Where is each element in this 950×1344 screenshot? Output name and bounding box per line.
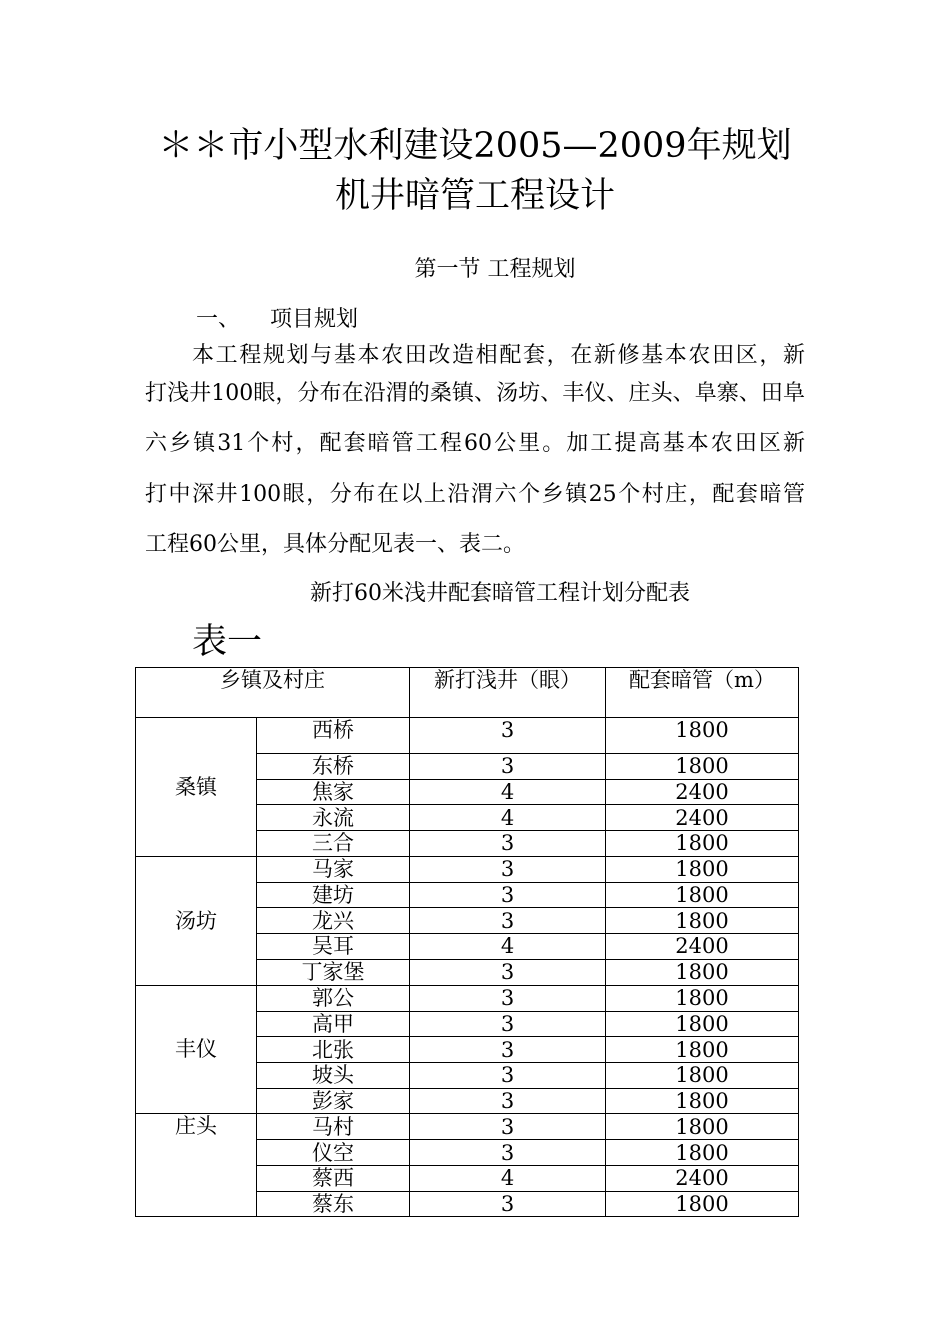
paragraph-line: 本工程规划与基本农田改造相配套，在新修基本农田区，新: [192, 343, 805, 368]
paragraph-line: 六乡镇31个村，配套暗管工程60公里。加工提高基本农田区新: [145, 431, 805, 456]
wells-cell: 3: [410, 1011, 606, 1037]
table-label: 表一: [192, 622, 263, 662]
pipe-cell: 1800: [606, 1062, 799, 1088]
village-cell: 马村: [257, 1114, 410, 1140]
table-caption: 新打60米浅井配套暗管工程计划分配表: [310, 581, 690, 606]
wells-cell: 4: [410, 805, 606, 831]
section-heading: 第一节 工程规划: [414, 257, 576, 282]
table-row: [136, 985, 799, 1011]
wells-cell: 3: [410, 754, 606, 780]
village-cell: 蔡西: [257, 1165, 410, 1191]
pipe-cell: 1800: [606, 831, 799, 857]
pipe-cell: 1800: [606, 1088, 799, 1114]
town-cell: 桑镇: [136, 718, 257, 857]
wells-cell: 3: [410, 1062, 606, 1088]
pipe-cell: 1800: [606, 882, 799, 908]
wells-cell: 3: [410, 1088, 606, 1114]
village-cell: 仪空: [257, 1140, 410, 1166]
town-cell: 庄头: [136, 1114, 257, 1217]
village-cell: 丁家堡: [257, 959, 410, 985]
table-row: [136, 856, 799, 882]
pipe-cell: 2400: [606, 805, 799, 831]
wells-cell: 3: [410, 959, 606, 985]
village-cell: 彭家: [257, 1088, 410, 1114]
town-cell: 汤坊: [136, 856, 257, 985]
wells-cell: 3: [410, 1191, 606, 1217]
pipe-cell: 1800: [606, 1191, 799, 1217]
wells-cell: 3: [410, 1114, 606, 1140]
header-new-wells: 新打浅井（眼）: [410, 668, 606, 718]
wells-cell: 3: [410, 831, 606, 857]
wells-cell: 4: [410, 934, 606, 960]
paragraph-line: 打浅井100眼，分布在沿渭的桑镇、汤坊、丰仪、庄头、阜寨、田阜: [145, 381, 805, 406]
wells-cell: 3: [410, 1140, 606, 1166]
wells-cell: 3: [410, 718, 606, 754]
table-row: [136, 1114, 799, 1140]
village-cell: 蔡东: [257, 1191, 410, 1217]
pipe-cell: 2400: [606, 934, 799, 960]
document-title-line1: ＊＊市小型水利建设2005—2009年规划: [158, 126, 792, 166]
pipe-cell: 1800: [606, 1011, 799, 1037]
subsection-number: 一、: [196, 307, 241, 332]
village-cell: 西桥: [257, 718, 410, 754]
pipe-cell: 2400: [606, 1165, 799, 1191]
wells-cell: 4: [410, 1165, 606, 1191]
pipe-cell: 1800: [606, 985, 799, 1011]
header-pipe-length: 配套暗管（m）: [606, 668, 799, 718]
village-cell: 郭公: [257, 985, 410, 1011]
table-header-row: [136, 668, 799, 718]
wells-cell: 3: [410, 1037, 606, 1063]
wells-cell: 4: [410, 779, 606, 805]
pipe-cell: 1800: [606, 718, 799, 754]
village-cell: 焦家: [257, 779, 410, 805]
pipe-cell: 2400: [606, 779, 799, 805]
wells-cell: 3: [410, 882, 606, 908]
wells-cell: 3: [410, 856, 606, 882]
wells-cell: 3: [410, 908, 606, 934]
village-cell: 高甲: [257, 1011, 410, 1037]
pipe-cell: 1800: [606, 1037, 799, 1063]
wells-cell: 3: [410, 985, 606, 1011]
village-cell: 永流: [257, 805, 410, 831]
document-title-line2: 机井暗管工程设计: [334, 176, 615, 216]
village-cell: 马家: [257, 856, 410, 882]
pipe-cell: 1800: [606, 1114, 799, 1140]
pipe-cell: 1800: [606, 908, 799, 934]
village-cell: 三合: [257, 831, 410, 857]
village-cell: 东桥: [257, 754, 410, 780]
table-row: [136, 718, 799, 754]
pipe-cell: 1800: [606, 1140, 799, 1166]
pipe-cell: 1800: [606, 856, 799, 882]
town-cell: 丰仪: [136, 985, 257, 1114]
header-town-village: 乡镇及村庄: [136, 668, 410, 718]
village-cell: 坡头: [257, 1062, 410, 1088]
paragraph-line: 工程60公里，具体分配见表一、表二。: [145, 532, 525, 557]
village-cell: 建坊: [257, 882, 410, 908]
well-allocation-table: [135, 667, 799, 1217]
pipe-cell: 1800: [606, 754, 799, 780]
village-cell: 北张: [257, 1037, 410, 1063]
village-cell: 吴耳: [257, 934, 410, 960]
village-cell: 龙兴: [257, 908, 410, 934]
subsection-title: 项目规划: [270, 307, 359, 332]
pipe-cell: 1800: [606, 959, 799, 985]
paragraph-line: 打中深井100眼，分布在以上沿渭六个乡镇25个村庄，配套暗管: [145, 482, 805, 507]
